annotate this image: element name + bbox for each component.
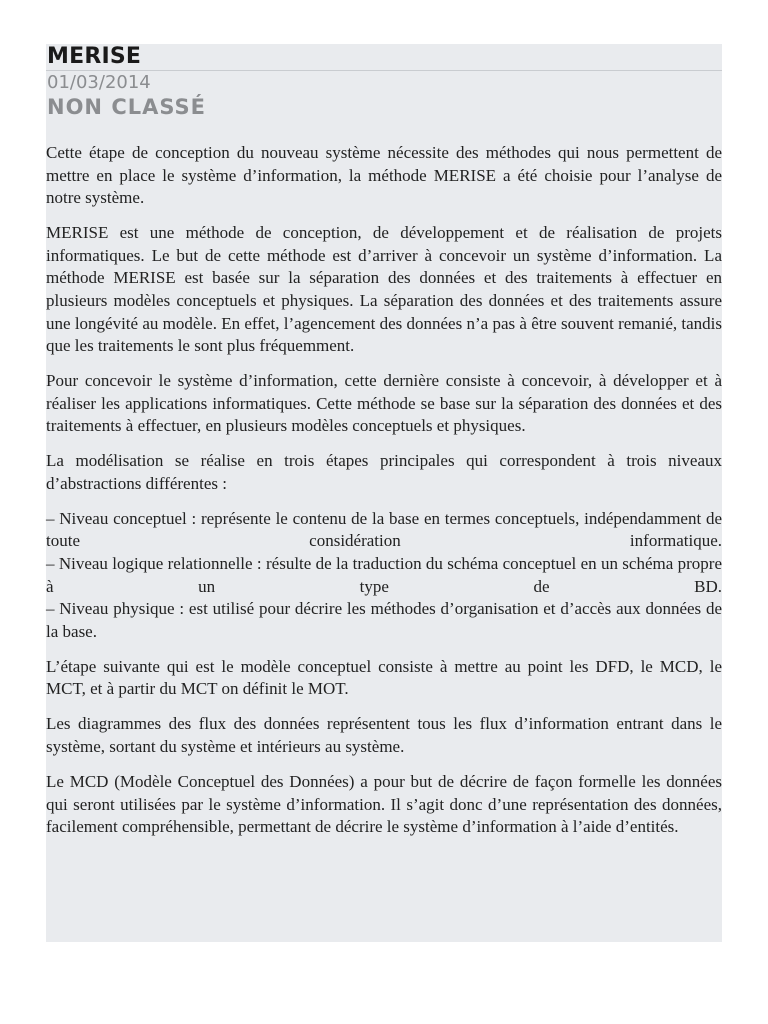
paragraph-dfd: Les diagrammes des flux des données représentent tous les flux d’information entrant dans le système, sortant du système et intérieurs au système. — [46, 714, 722, 756]
paragraph-next-step: L’étape suivante qui est le modèle conceptuel consiste à mettre au point les DFD, le MCD, le MCT, et à partir du MCT on définit le MOT. — [46, 656, 722, 699]
paragraph-merise-definition: MERISE est une méthode de conception, de développement et de réalisation de projets informatiques. Le but de cette méthode est d’arriver à concevoir un système d’information. La méthode MERISE est basée sur la séparation des données et des traitements à effectuer en plusieurs modèles conceptuels et physiques. La séparation des données et des traitements assure une longévité au modèle. En effet, l’agencement des données n’a pas à être souvent remanié, tandis que les traitements le sont plus fréquemment. — [46, 223, 722, 356]
article-title: MERISE — [47, 44, 142, 69]
list-item-physical-level: – Niveau physique : est utilisé pour décrire les méthodes d’organisation et d’accès aux données de la base. — [46, 599, 722, 641]
paragraph-mcd: Le MCD (Modèle Conceptuel des Données) a pour but de décrire de façon formelle les données qui seront utilisées par le système d’information. Il s’agit donc d’une représentation des données, facilement compréhensible, permettant de décrire le système d’information à l’aide d’entités. — [46, 771, 722, 837]
paragraph-system-design: Pour concevoir le système d’information, cette dernière consiste à concevoir, à développer et à réaliser les applications informatiques. Cette méthode se base sur la séparation des données et des traitements à effectuer, en plusieurs modèles conceptuels et physiques. — [46, 371, 722, 436]
article-body — [46, 142, 722, 851]
paragraph-modeling-steps: La modélisation se réalise en trois étapes principales qui correspondent à trois niveaux d’abstractions différentes : — [46, 451, 722, 493]
article-panel — [46, 44, 722, 942]
list-item-logical-level: – Niveau logique relationnelle : résulte de la traduction du schéma conceptuel en un schéma propre à un type de BD. — [46, 554, 722, 596]
article-category: NON CLASSÉ — [47, 95, 207, 119]
list-item-conceptual-level: – Niveau conceptuel : représente le contenu de la base en termes conceptuels, indépendamment de toute considération informatique. — [46, 508, 722, 551]
title-divider — [46, 70, 722, 71]
article-date: 01/03/2014 — [47, 72, 151, 93]
paragraph-intro: Cette étape de conception du nouveau système nécessite des méthodes qui nous permettent de mettre en place le système d’information, la méthode MERISE a été choisie pour l’analyse de notre système. — [46, 143, 722, 208]
